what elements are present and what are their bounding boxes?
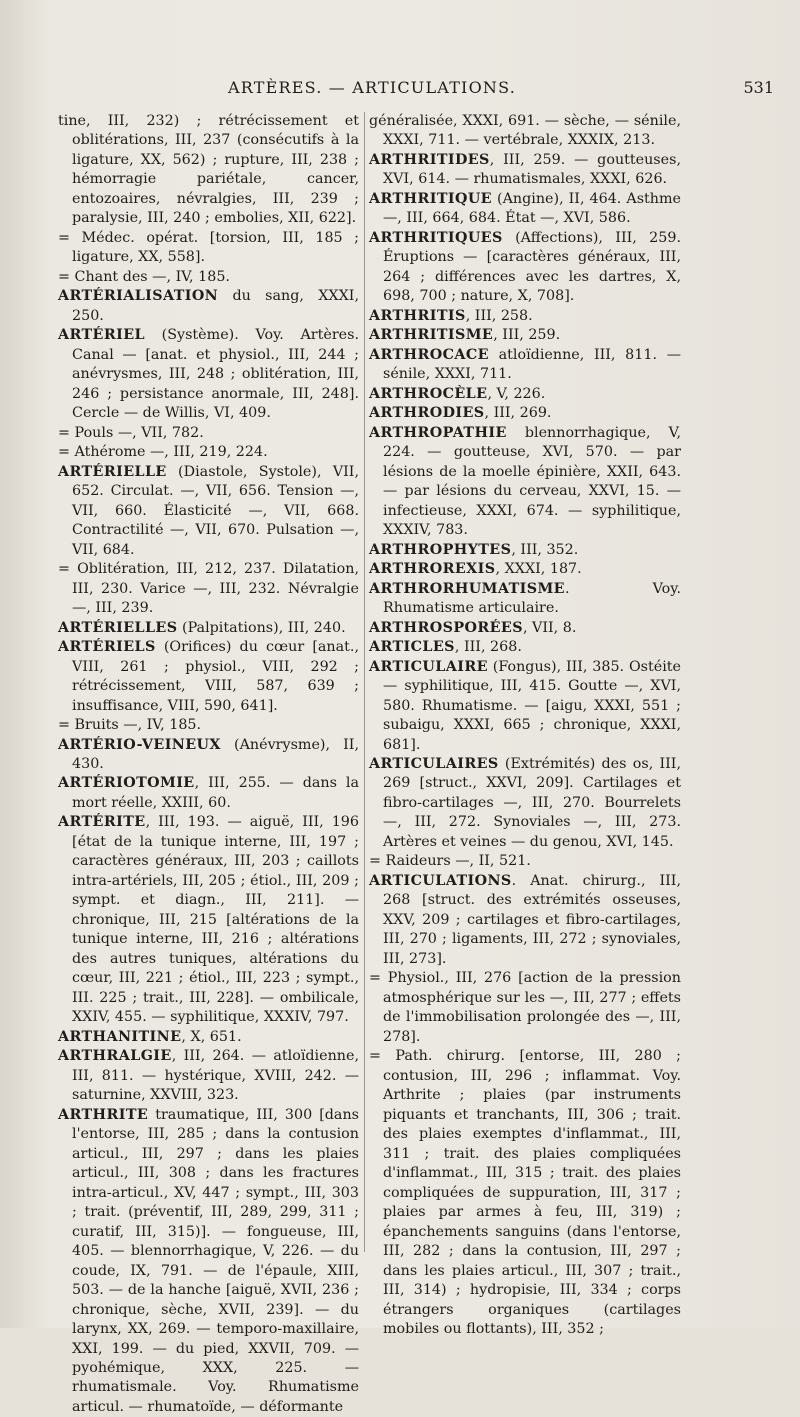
entry-references: (Angine), II, 464. Asthme —, III, 664, 684. État —, XVI, 586. (383, 190, 681, 227)
entry-references: , X, 651. (181, 1028, 242, 1045)
entry-headword: ARTHROSPORÉES (369, 619, 523, 636)
entry-references: = Oblitération, III, 212, 237. Dilatation, III, 230. Varice —, III, 232. Névralgie —, III, 239. (58, 561, 359, 617)
entry-references: , III, 264. — atloïdienne, III, 811. — hystérique, XVIII, 242. — saturnine, XXVIII, 323. (72, 1048, 359, 1104)
entry-references: = Raideurs —, II, 521. (369, 853, 531, 870)
entry-headword: ARTHRITIS (369, 307, 466, 324)
entry-references: = Physiol., III, 276 [action de la pression atmosphérique sur les —, III, 277 ; effets de l'immobilisation prolongée des —, III, 278]. (369, 970, 681, 1045)
index-entry (369, 580, 681, 619)
index-entry (58, 736, 359, 775)
index-entry (58, 326, 359, 423)
entry-references: du sang, XXXI, 250. (72, 288, 359, 324)
entry-headword: ARTHRITIQUE (369, 190, 492, 207)
index-entry (369, 112, 681, 151)
entry-references: (Orifices) du cœur [anat., VIII, 261 ; physiol., VIII, 292 ; rétrécissement, VIII, 587, 639 ; insuffisance, VIII, 590, 641]. (72, 639, 359, 714)
entry-references: (Système). Voy. Artères. Canal — [anat. et physiol., III, 244 ; anévrysmes, III, 248 ; oblitération, III, 246 ; persistance anormale, III, 248]. Cercle — de Willis, VI, 409. (72, 327, 359, 422)
entry-headword: ARTHROCACE (369, 346, 489, 363)
index-entry (58, 1106, 359, 1417)
entry-references: , III, 269. (484, 405, 552, 422)
index-entry (58, 463, 359, 560)
entry-headword: ARTICULAIRES (369, 755, 499, 772)
entry-references: . Voy. Rhumatisme articulaire. (383, 580, 681, 617)
entry-headword: ARTICLES (369, 639, 455, 656)
entry-references: (Palpitations), III, 240. (177, 619, 346, 636)
index-entry (369, 560, 681, 579)
right-column (369, 112, 681, 1340)
entry-references: (Extrémités) des os, III, 269 [struct., XXVI, 209]. Cartilages et fibro-cartilages —, III, 270. Bourrelets —, III, 272. Synoviales —, III, 273. Artères et veines — du genou, XVI, 145. (383, 755, 681, 850)
index-entry (369, 638, 681, 657)
entry-references: , III, 259. — goutteuses, XVI, 614. — rhumatismales, XXXI, 626. (383, 151, 681, 188)
entry-references: traumatique, III, 300 [dans l'entorse, III, 285 ; dans la contusion articul., III, 297 ; dans les plaies articul., III, 308 ; dans les fractures intra-articul., XV, 447 ; sympt., III, 303 ; trait. (préventif, III, 289, 299, 311 ; curatif, III, 315)]. — fongueuse, III, 405. — blennorrhagique, V, 226. — du coude, IX, 791. — de l'épaule, XIII, 503. — de la hanche [aiguë, XVII, 236 ; chronique, sèche, XVII, 239]. — du larynx, XX, 269. — temporo-maxillaire, XXI, 199. — du pied, XXVII, 709. — pyohémique, XXX, 225. — rhumatismale. Voy. Rhumatisme articul. — rhumatoïde, — déformante (72, 1106, 359, 1415)
index-entry (369, 1047, 681, 1339)
index-entry (58, 268, 359, 287)
entry-headword: ARTÉRITE (58, 814, 146, 831)
index-entry (369, 872, 681, 969)
entry-headword: ARTÉRIEL (58, 327, 145, 344)
left-column (58, 112, 359, 1417)
index-entry (58, 774, 359, 813)
entry-references: blennorrhagique, V, 224. — goutteuse, XVI, 570. — par lésions de la moelle épinière, XXII, 643. — par lésions du cerveau, XXVI, 15. — infectieuse, XXXI, 674. — syphilitique, XXXIV, 783. (383, 424, 681, 539)
entry-references: , V, 226. (487, 385, 546, 402)
index-entry (58, 619, 359, 638)
entry-references: (Anévrysme), II, 430. (72, 736, 359, 772)
entry-references: (Fongus), III, 385. Ostéite — syphilitique, III, 415. Goutte —, XVI, 580. Rhumatisme. — [aigu, XXXI, 551 ; subaigu, XXXI, 665 ; chronique, XXXI, 681]. (383, 658, 681, 753)
entry-references: , VII, 8. (522, 619, 577, 636)
index-entry (58, 112, 359, 229)
index-entry (369, 755, 681, 852)
entry-headword: ARTHRITISME (369, 327, 494, 344)
entry-headword: ARTHROCÈLE (369, 385, 488, 402)
entry-headword: ARTÉRIO-VEINEUX (58, 736, 221, 753)
entry-references: généralisée, XXXI, 691. — sèche, — sénile, XXXI, 711. — vertébrale, XXXIX, 213. (369, 113, 681, 149)
entry-headword: ARTÉRIOTOMIE (58, 775, 195, 792)
index-entry (58, 443, 359, 462)
index-entry (58, 1028, 359, 1047)
index-entry (369, 385, 681, 404)
column-divider (364, 112, 365, 1252)
index-entry (369, 346, 681, 385)
entry-headword: ARTICULAIRE (369, 658, 488, 675)
entry-headword: ARTHRITE (58, 1106, 149, 1123)
entry-headword: ARTHROPATHIE (369, 424, 507, 441)
index-entry (58, 287, 359, 326)
entry-references: (Diastole, Systole), VII, 652. Circulat. —, VII, 656. Tension —, VII, 660. Élasticité —, VII, 668. Contractilité —, VII, 670. Pulsation —, VII, 684. (72, 463, 359, 558)
index-entry (369, 404, 681, 423)
index-entry (369, 307, 681, 326)
entry-headword: ARTHRITIDES (369, 151, 490, 168)
entry-headword: ARTHRITIQUES (369, 229, 503, 246)
index-entry (58, 638, 359, 716)
entry-headword: ARTÉRIALISATION (58, 288, 219, 305)
index-entry (369, 190, 681, 229)
entry-references: = Chant des —, IV, 185. (58, 268, 230, 285)
index-entry (58, 716, 359, 735)
entry-headword: ARTHRORHUMATISME (369, 580, 565, 597)
index-entry (58, 229, 359, 268)
entry-headword: ARTHANITINE (58, 1028, 182, 1045)
index-entry (369, 326, 681, 345)
index-entry (58, 813, 359, 1027)
entry-references: , III, 193. — aiguë, III, 196 [état de la tunique interne, III, 197 ; caractères généraux, III, 203 ; caillots intra-artériels, III, 205 ; étiol., III, 209 ; sympt. et diagn., III, 211]. — chronique, III, 215 [altérations de la tunique interne, III, 216 ; altérations des autres tuniques, altérations du cœur, III, 221 ; étiol., III, 223 ; sympt., III. 225 ; trait., III, 228]. — ombilicale, XXIV, 455. — syphilitique, XXXIV, 797. (72, 814, 359, 1026)
entry-references: , III, 259. (493, 327, 561, 344)
entry-references: tine, III, 232) ; rétrécissement et oblitérations, III, 237 (consécutifs à la ligature, XX, 562) ; rupture, III, 238 ; hémorragie pariétale, cancer, entozoaires, névralgies, III, 239 ; paralysie, III, 240 ; embolies, XII, 622]. (58, 113, 359, 227)
entry-references: . Anat. chirurg., III, 268 [struct. des extrémités osseuses, XXV, 209 ; cartilages et fibro-cartilages, III, 270 ; ligaments, III, 272 ; synoviales, III, 273]. (383, 872, 681, 967)
entry-references: , III, 258. (465, 307, 533, 324)
entry-references: , III, 268. (454, 639, 522, 656)
index-entry (58, 560, 359, 618)
entry-references: = Path. chirurg. [entorse, III, 280 ; contusion, III, 296 ; inflammat. Voy. Arthrite ; plaies (par instruments piquants et tranchants, III, 306 ; trait. des plaies exemptes d'inflammat., III, 311 ; trait. des plaies compliquées d'inflammat., III, 315 ; trait. des plaies compliquées de suppuration, III, 317 ; plaies par armes à feu, III, 319) ; épanchements sanguins (dans l'entorse, III, 282 ; dans la contusion, III, 297 ; dans les plaies articul., III, 307 ; trait., III, 314) ; hydropisie, III, 334 ; corps étrangers organiques (cartilages mobiles ou flottants), III, 352 ; (369, 1048, 681, 1338)
entry-references: (Affections), III, 259. Éruptions — [caractères généraux, III, 264 ; différences avec les dartres, X, 698, 700 ; nature, X, 708]. (383, 229, 681, 305)
entry-headword: ARTHROPHYTES (369, 541, 512, 558)
entry-headword: ARTHRODIES (369, 405, 485, 422)
index-entry (369, 969, 681, 1047)
entry-references: = Pouls —, VII, 782. (58, 424, 204, 441)
entry-references: = Athérome —, III, 219, 224. (58, 444, 268, 461)
entry-headword: ARTHRALGIE (58, 1048, 172, 1065)
index-entry (369, 852, 681, 871)
index-entry (369, 658, 681, 755)
index-entry (58, 424, 359, 443)
index-entry (369, 229, 681, 307)
entry-references: , III, 352. (511, 541, 579, 558)
entry-headword: ARTICULATIONS (369, 872, 512, 889)
index-entry (58, 1047, 359, 1105)
entry-headword: ARTÉRIELS (58, 639, 156, 656)
index-entry (369, 541, 681, 560)
running-title: ARTÈRES. — ARTICULATIONS. (228, 78, 516, 97)
entry-references: = Médec. opérat. [torsion, III, 185 ; ligature, XX, 558]. (58, 229, 359, 266)
running-header (0, 78, 800, 102)
index-entry (369, 424, 681, 541)
entry-references: , III, 255. — dans la mort réelle, XXIII, 60. (72, 775, 359, 811)
entry-headword: ARTÉRIELLES (58, 619, 178, 636)
entry-headword: ARTHROREXIS (369, 561, 496, 578)
index-entry (369, 151, 681, 190)
entry-references: = Bruits —, IV, 185. (58, 717, 202, 734)
entry-references: , XXXI, 187. (495, 561, 582, 578)
entry-headword: ARTÉRIELLE (58, 463, 167, 480)
entry-references: atloïdienne, III, 811. — sénile, XXXI, 711. (383, 346, 681, 383)
index-entry (369, 619, 681, 638)
page-number: 531 (743, 78, 774, 97)
